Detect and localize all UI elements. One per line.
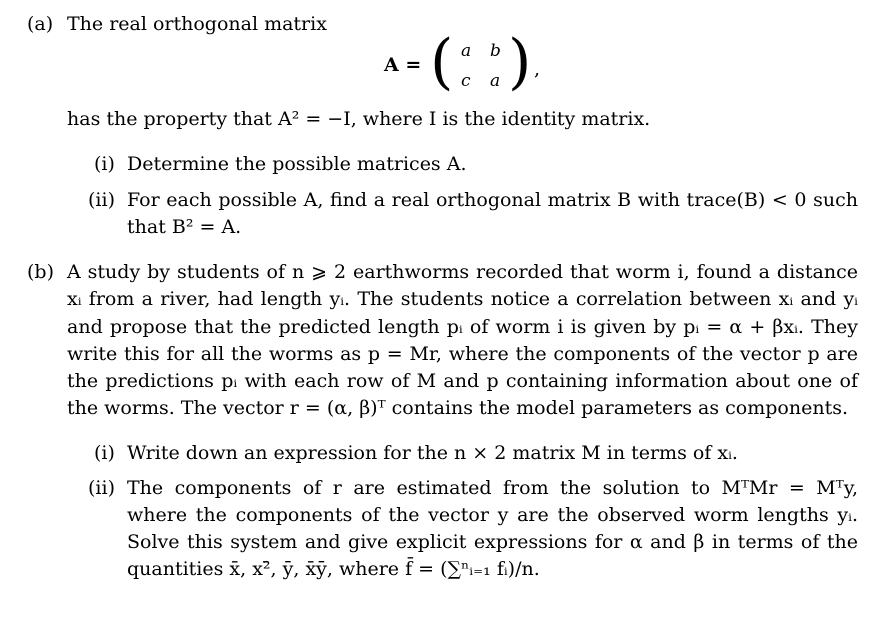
left-paren: ( bbox=[430, 27, 454, 97]
part-b-i-label: (i) bbox=[94, 442, 115, 464]
part-a-label: (a) bbox=[27, 13, 54, 35]
part-b-ii-line-2: where the components of the vector y are the observed worm lengths yᵢ. bbox=[127, 504, 858, 526]
part-a-intro: The real orthogonal matrix bbox=[67, 13, 327, 35]
part-b-line-5: the predictions pᵢ with each row of M and p containing information about one of bbox=[67, 370, 858, 392]
matrix-trailing-comma: , bbox=[534, 58, 541, 80]
part-b-line-2: xᵢ from a river, had length yᵢ. The students notice a correlation between xᵢ and yᵢ bbox=[67, 288, 858, 310]
matrix-a bbox=[380, 27, 550, 97]
matrix-cell-a11: a bbox=[461, 41, 472, 61]
part-b-line-1: A study by students of n ⩾ 2 earthworms recorded that worm i, found a distance bbox=[67, 261, 858, 283]
part-a-ii-line-2: that B² = A. bbox=[127, 216, 242, 238]
part-b-ii-line-4: quantities x̄, x²̄, ȳ, x̄ȳ, where f̄ = (∑ⁿᵢ₌₁ fᵢ)/n. bbox=[127, 558, 540, 580]
part-b-line-4: write this for all the worms as p = Mr, where the components of the vector p are bbox=[67, 343, 858, 365]
part-b-line-6: the worms. The vector r = (α, β)ᵀ contains the model parameters as components. bbox=[67, 397, 849, 419]
part-a-ii-label: (ii) bbox=[88, 189, 115, 211]
part-a-ii-line-1: For each possible A, find a real orthogonal matrix B with trace(B) < 0 such bbox=[127, 189, 858, 211]
part-b-line-3: and propose that the predicted length pᵢ of worm i is given by pᵢ = α + βxᵢ. They bbox=[67, 316, 858, 338]
matrix-cell-a12: b bbox=[490, 41, 501, 61]
part-a-i-label: (i) bbox=[94, 153, 115, 175]
right-paren: ) bbox=[508, 27, 532, 97]
matrix-cell-a22: a bbox=[490, 71, 501, 91]
part-b-label: (b) bbox=[27, 261, 54, 283]
part-b-ii-line-1: The components of r are estimated from the solution to MᵀMr = Mᵀy, bbox=[127, 477, 858, 499]
matrix-name: A = bbox=[384, 54, 422, 76]
part-b-i-text: Write down an expression for the n × 2 matrix M in terms of xᵢ. bbox=[127, 442, 738, 464]
part-a-i-text: Determine the possible matrices A. bbox=[127, 153, 467, 175]
part-b-ii-label: (ii) bbox=[88, 477, 115, 499]
part-b-ii-line-3: Solve this system and give explicit expressions for α and β in terms of the bbox=[127, 531, 858, 553]
part-a-property: has the property that A² = −I, where I is the identity matrix. bbox=[67, 108, 651, 130]
matrix-cell-a21: c bbox=[461, 71, 471, 91]
